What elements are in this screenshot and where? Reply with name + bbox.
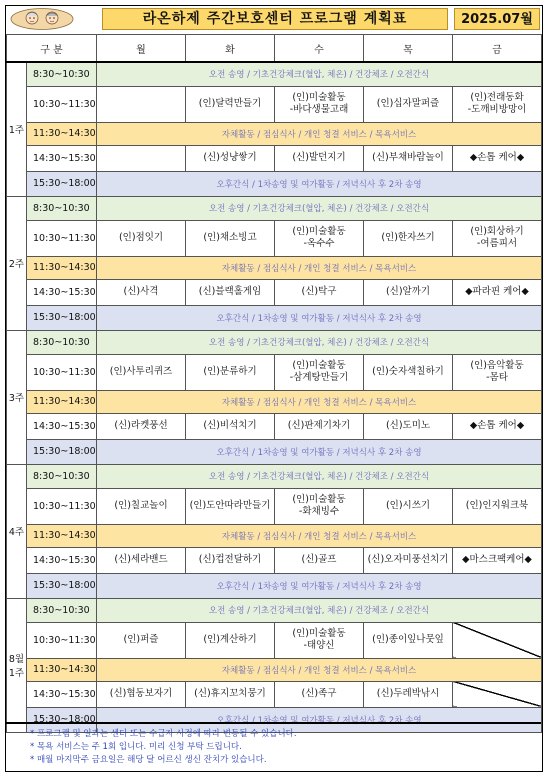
program-cell: ◆손톱 케어◆ bbox=[453, 413, 542, 439]
program-cell: (신)사격 bbox=[97, 279, 186, 305]
schedule-row-act1 bbox=[7, 86, 542, 122]
schedule-row-lunch bbox=[7, 256, 542, 279]
program-cell: (인)전래동화 -도깨비방망이 bbox=[453, 86, 542, 122]
program-cell: (신)블랙홀게임 bbox=[186, 279, 275, 305]
column-header-category: 구 분 bbox=[7, 35, 97, 63]
routine-description: 자체활동 / 점심식사 / 개인 청결 서비스 / 목욕서비스 bbox=[97, 122, 542, 145]
program-cell: (인)점잇기 bbox=[97, 220, 186, 256]
program-cell: (신)두레박낚시 bbox=[364, 681, 453, 707]
routine-description: 자체활동 / 점심식사 / 개인 청결 서비스 / 목욕서비스 bbox=[97, 658, 542, 681]
column-header-thu: 목 bbox=[364, 35, 453, 63]
program-schedule-sheet bbox=[5, 5, 543, 772]
program-cell bbox=[97, 86, 186, 122]
column-header-mon: 월 bbox=[97, 35, 186, 63]
schedule-row-lunch bbox=[7, 390, 542, 413]
schedule-row-am bbox=[7, 196, 542, 220]
column-header-tue: 화 bbox=[186, 35, 275, 63]
time-slot: 10:30~11:30 bbox=[27, 220, 97, 256]
time-slot: 14:30~15:30 bbox=[27, 279, 97, 305]
program-cell: (인)음악활동 -몸타 bbox=[453, 354, 542, 390]
time-slot: 11:30~14:30 bbox=[27, 658, 97, 681]
time-slot: 11:30~14:30 bbox=[27, 390, 97, 413]
program-cell: (신)컵전달하기 bbox=[186, 547, 275, 573]
program-cell: (신)발던지기 bbox=[275, 145, 364, 171]
schedule-row-act1 bbox=[7, 220, 542, 256]
routine-description: 오전 송영 / 기초건강체크(혈압, 체온) / 건강체조 / 오전간식 bbox=[97, 330, 542, 354]
program-cell: (인)한자쓰기 bbox=[364, 220, 453, 256]
program-cell: (신)협동보자기 bbox=[97, 681, 186, 707]
schedule-row-lunch bbox=[7, 122, 542, 145]
routine-description: 자체활동 / 점심식사 / 개인 청결 서비스 / 목욕서비스 bbox=[97, 524, 542, 547]
note-line: * 목욕 서비스는 주 1회 입니다. 미리 신청 부탁 드립니다. bbox=[30, 742, 242, 752]
time-slot: 15:30~18:00 bbox=[27, 305, 97, 330]
routine-description: 오후간식 / 1차송영 및 여가활동 / 저녁식사 후 2차 송영 bbox=[97, 573, 542, 598]
time-slot: 15:30~18:00 bbox=[27, 573, 97, 598]
program-cell: (인)도안따라만들기 bbox=[186, 488, 275, 524]
note-line: * 프로그램 및 일과는 센터 또는 수급자 사정에 따라 변동될 수 있습니다. bbox=[30, 729, 297, 739]
schedule-row-pm bbox=[7, 305, 542, 330]
time-slot: 8:30~10:30 bbox=[27, 464, 97, 488]
program-cell: (인)분류하기 bbox=[186, 354, 275, 390]
time-slot: 10:30~11:30 bbox=[27, 354, 97, 390]
program-cell bbox=[97, 145, 186, 171]
program-cell: (인)종이잎나뭇잎 bbox=[364, 622, 453, 658]
notes-section bbox=[6, 722, 541, 771]
program-cell: (인)미술활동 -화채빙수 bbox=[275, 488, 364, 524]
program-cell: (인)칠교놀이 bbox=[97, 488, 186, 524]
program-cell: (인)계산하기 bbox=[186, 622, 275, 658]
time-slot: 8:30~10:30 bbox=[27, 598, 97, 622]
schedule-row-act2 bbox=[7, 279, 542, 305]
time-slot: 15:30~18:00 bbox=[27, 171, 97, 196]
week-label: 4주 bbox=[7, 464, 27, 598]
program-cell: (신)알까기 bbox=[364, 279, 453, 305]
routine-description: 오전 송영 / 기초건강체크(혈압, 체온) / 건강체조 / 오전간식 bbox=[97, 464, 542, 488]
routine-description: 오전 송영 / 기초건강체크(혈압, 체온) / 건강체조 / 오전간식 bbox=[97, 62, 542, 86]
week-label: 1주 bbox=[7, 62, 27, 196]
schedule-table bbox=[6, 34, 542, 733]
program-cell: (신)휴지꼬치뭉기 bbox=[186, 681, 275, 707]
program-cell: (인)채소빙고 bbox=[186, 220, 275, 256]
time-slot: 14:30~15:30 bbox=[27, 145, 97, 171]
note-line: * 매월 마지막주 금요일은 해당 달 어르신 생신 잔치가 있습니다. bbox=[30, 755, 267, 765]
program-cell: (신)부채바람놀이 bbox=[364, 145, 453, 171]
time-slot: 14:30~15:30 bbox=[27, 547, 97, 573]
time-slot: 15:30~18:00 bbox=[27, 707, 97, 732]
week-label: 8월 1주 bbox=[7, 598, 27, 732]
time-slot: 10:30~11:30 bbox=[27, 622, 97, 658]
program-cell: (인)인지워크북 bbox=[453, 488, 542, 524]
schedule-row-pm bbox=[7, 439, 542, 464]
program-cell: (신)탁구 bbox=[275, 279, 364, 305]
time-slot: 8:30~10:30 bbox=[27, 196, 97, 220]
program-cell: (인)미술활동 -삼계탕만들기 bbox=[275, 354, 364, 390]
schedule-row-act1 bbox=[7, 354, 542, 390]
time-slot: 14:30~15:30 bbox=[27, 413, 97, 439]
week-label: 3주 bbox=[7, 330, 27, 464]
schedule-row-act2 bbox=[7, 547, 542, 573]
schedule-row-lunch bbox=[7, 658, 542, 681]
program-cell: (인)미술활동 -옥수수 bbox=[275, 220, 364, 256]
program-cell: (인)미술활동 -바다생물고래 bbox=[275, 86, 364, 122]
schedule-row-am bbox=[7, 598, 542, 622]
program-cell: (신)라켓풍선 bbox=[97, 413, 186, 439]
program-cell: (신)판제기차기 bbox=[275, 413, 364, 439]
schedule-row-pm bbox=[7, 171, 542, 196]
program-cell: (신)비석치기 bbox=[186, 413, 275, 439]
table-header-row bbox=[7, 35, 542, 63]
schedule-row-am bbox=[7, 464, 542, 488]
program-cell: (인)숫자색칠하기 bbox=[364, 354, 453, 390]
page-title: 라온하제 주간보호센터 프로그램 계획표 bbox=[102, 8, 448, 30]
routine-description: 오후간식 / 1차송영 및 여가활동 / 저녁식사 후 2차 송영 bbox=[97, 439, 542, 464]
program-cell: (인)십자말퍼즐 bbox=[364, 86, 453, 122]
routine-description: 자체활동 / 점심식사 / 개인 청결 서비스 / 목욕서비스 bbox=[97, 256, 542, 279]
program-cell: (신)족구 bbox=[275, 681, 364, 707]
program-cell: (인)시쓰기 bbox=[364, 488, 453, 524]
program-cell: (인)달력만들기 bbox=[186, 86, 275, 122]
time-slot: 11:30~14:30 bbox=[27, 524, 97, 547]
time-slot: 11:30~14:30 bbox=[27, 256, 97, 279]
time-slot: 10:30~11:30 bbox=[27, 86, 97, 122]
time-slot: 15:30~18:00 bbox=[27, 439, 97, 464]
program-cell: (신)골프 bbox=[275, 547, 364, 573]
program-cell bbox=[453, 622, 542, 658]
time-slot: 11:30~14:30 bbox=[27, 122, 97, 145]
column-header-fri: 금 bbox=[453, 35, 542, 63]
routine-description: 오후간식 / 1차송영 및 여가활동 / 저녁식사 후 2차 송영 bbox=[97, 707, 542, 732]
program-cell: ◆파라핀 케어◆ bbox=[453, 279, 542, 305]
time-slot: 8:30~10:30 bbox=[27, 330, 97, 354]
schedule-row-act2 bbox=[7, 681, 542, 707]
routine-description: 자체활동 / 점심식사 / 개인 청결 서비스 / 목욕서비스 bbox=[97, 390, 542, 413]
time-slot: 14:30~15:30 bbox=[27, 681, 97, 707]
time-slot: 10:30~11:30 bbox=[27, 488, 97, 524]
program-cell bbox=[453, 681, 542, 707]
column-header-wed: 수 bbox=[275, 35, 364, 63]
header-bar bbox=[6, 6, 542, 35]
schedule-row-pm bbox=[7, 573, 542, 598]
schedule-month: 2025.07월 bbox=[454, 8, 540, 30]
program-cell: (인)미술활동 -태양신 bbox=[275, 622, 364, 658]
schedule-row-lunch bbox=[7, 524, 542, 547]
program-cell: (인)퍼즐 bbox=[97, 622, 186, 658]
schedule-row-act1 bbox=[7, 488, 542, 524]
schedule-row-act2 bbox=[7, 145, 542, 171]
program-cell: (인)회상하기 -여름피서 bbox=[453, 220, 542, 256]
time-slot: 8:30~10:30 bbox=[27, 62, 97, 86]
routine-description: 오후간식 / 1차송영 및 여가활동 / 저녁식사 후 2차 송영 bbox=[97, 171, 542, 196]
routine-description: 오후간식 / 1차송영 및 여가활동 / 저녁식사 후 2차 송영 bbox=[97, 305, 542, 330]
week-label: 2주 bbox=[7, 196, 27, 330]
routine-description: 오전 송영 / 기초건강체크(혈압, 체온) / 건강체조 / 오전간식 bbox=[97, 196, 542, 220]
schedule-row-am bbox=[7, 330, 542, 354]
schedule-row-act1 bbox=[7, 622, 542, 658]
program-cell: (신)성냥쌓기 bbox=[186, 145, 275, 171]
program-cell: ◆손톱 케어◆ bbox=[453, 145, 542, 171]
program-cell: (인)사투리퀴즈 bbox=[97, 354, 186, 390]
schedule-row-am bbox=[7, 62, 542, 86]
elderly-couple-logo bbox=[10, 8, 74, 30]
program-cell: (신)오자미풍선치기 bbox=[364, 547, 453, 573]
program-cell: (신)도미노 bbox=[364, 413, 453, 439]
routine-description: 오전 송영 / 기초건강체크(혈압, 체온) / 건강체조 / 오전간식 bbox=[97, 598, 542, 622]
program-cell: (신)세라밴드 bbox=[97, 547, 186, 573]
program-cell: ◆마스크팩케어◆ bbox=[453, 547, 542, 573]
schedule-row-act2 bbox=[7, 413, 542, 439]
